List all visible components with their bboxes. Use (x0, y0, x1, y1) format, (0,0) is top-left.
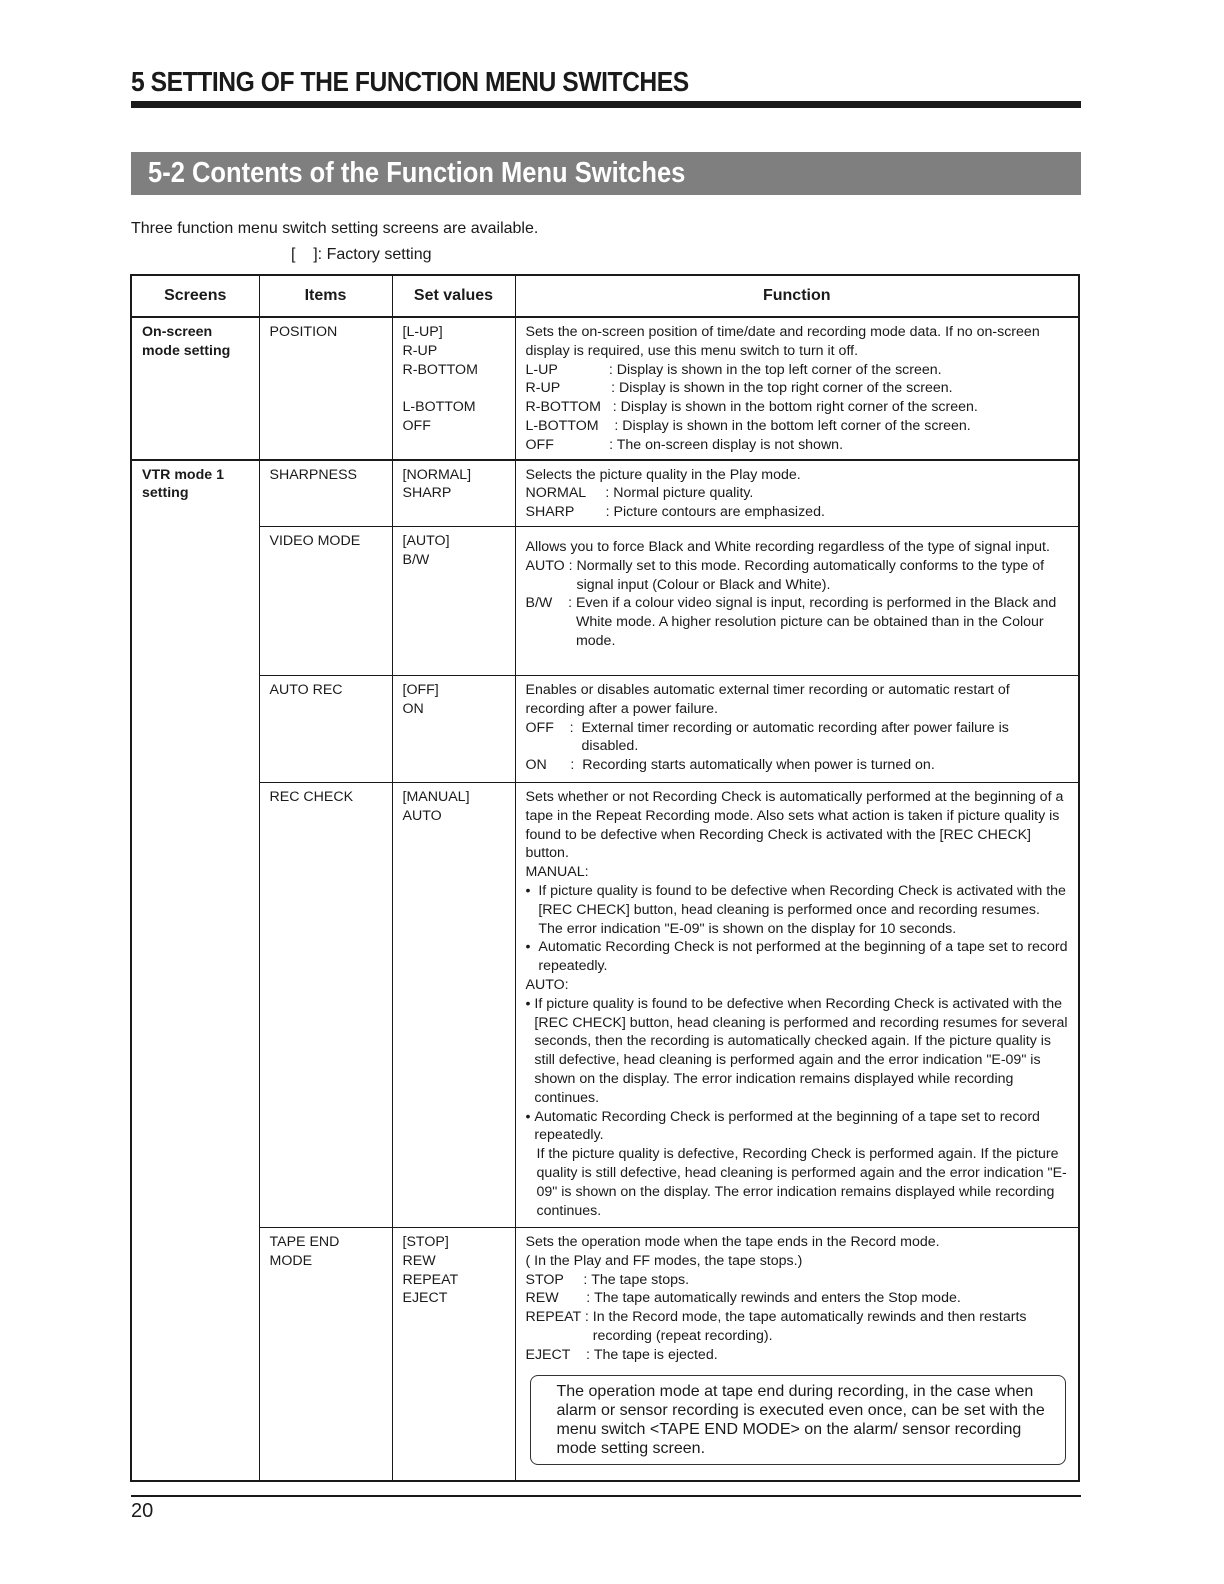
item-cell: POSITION (259, 317, 392, 460)
section-heading-bar (131, 152, 1081, 195)
header-set-values: Set values (392, 275, 515, 317)
item-cell: TAPE END MODE (259, 1227, 392, 1481)
chapter-title: 5 SETTING OF THE FUNCTION MENU SWITCHES (131, 66, 689, 97)
table-row (131, 317, 1079, 460)
item-cell: VIDEO MODE (259, 526, 392, 675)
intro-text: Three function menu switch setting screens are available. (131, 220, 539, 237)
header-function: Function (515, 275, 1079, 317)
table-row (131, 526, 1079, 675)
table-row (131, 675, 1079, 782)
values-cell: [STOP] REW REPEAT EJECT (392, 1227, 515, 1481)
values-cell: [OFF] ON (392, 675, 515, 782)
function-cell: Selects the picture quality in the Play mode. NORMAL : Normal picture quality. SHARP : Picture contours are emphasized. (515, 460, 1079, 527)
section-title: 5-2 Contents of the Function Menu Switches (148, 157, 686, 189)
table-header-row (131, 275, 1079, 317)
header-items: Items (259, 275, 392, 317)
function-intro: Sets the on-screen position of time/date and recording mode data. If no on-screen display is required, use this menu switch to turn it off. (525, 324, 1040, 359)
table-row (131, 782, 1079, 1227)
function-menu-table (130, 274, 1080, 1482)
screen-cell: On-screen mode setting (131, 317, 259, 460)
screen-cell: VTR mode 1 setting (131, 460, 259, 1482)
values-cell: [L-UP] R-UP R-BOTTOM L-BOTTOM OFF (392, 317, 515, 460)
values-cell: [NORMAL] SHARP (392, 460, 515, 527)
item-cell: AUTO REC (259, 675, 392, 782)
item-cell: REC CHECK (259, 782, 392, 1227)
header-screens: Screens (131, 275, 259, 317)
table-row (131, 1227, 1079, 1481)
values-cell: [MANUAL] AUTO (392, 782, 515, 1227)
tape-end-note-box: The operation mode at tape end during recording, in the case when alarm or sensor recording is executed even once, can be set with the menu switch <TAPE END MODE> on the alarm/ sensor recording mode setting screen. (530, 1375, 1067, 1465)
factory-setting-note: [ ]: Factory setting (291, 246, 432, 263)
chapter-rule (131, 101, 1081, 108)
page-number: 20 (131, 1500, 154, 1522)
item-cell: SHARPNESS (259, 460, 392, 527)
function-cell: Sets the operation mode when the tape ends in the Record mode. ( In the Play and FF modes, the tape stops.) STOP : The tape stops. REW : The tape automatically rewinds and enters the Stop mode. REPEAT : In the Record mode, the tape automatically rewinds and then restarts recording (repeat recording). EJECT : The tape is ejected. The operation mode at tape end during recording, in the case when alarm or sensor recording is executed even once, can be set with the menu switch <TAPE END MODE> on the alarm/ sensor recording mode setting screen. (515, 1227, 1079, 1481)
values-cell: [AUTO] B/W (392, 526, 515, 675)
function-cell: Allows you to force Black and White recording regardless of the type of signal input. AUTO : Normally set to this mode. Recording automatically conforms to the type of signal input (Colour or Black and White). B/W : Even if a colour video signal is input, recording is performed in the Black and White mode. A higher resolution picture can be obtained than in the Colour mode. (515, 526, 1079, 675)
function-cell: Sets whether or not Recording Check is automatically performed at the beginning of a tape in the Repeat Recording mode. Also sets what action is taken if picture quality is found to be defective when Recording Check is activated with the [REC CHECK] button. MANUAL: • If picture quality is found to be defective when Recording Check is activated with the [REC CHECK] button, head cleaning is performed once and recording resumes. The error indication "E-09" is shown on the display for 10 seconds. • Automatic Recording Check is not performed at the beginning of a tape set to record repeatedly. AUTO: • If picture quality is found to be defective when Recording Check is activated with the [REC CHECK] button, head cleaning is performed and recording resumes for several seconds, then the recording is automatically checked again. If the picture quality is still defective, head cleaning is performed again and the error indication "E-09" is shown on the display. The error indication remains displayed while recording continues. • Automatic Recording Check is performed at the beginning of a tape set to record repeatedly. If the picture quality is defective, Recording Check is performed again. If the picture quality is still defective, head cleaning is performed again and the error indication "E-09" is shown on the display. The error indication remains displayed while recording continues. (515, 782, 1079, 1227)
table-row (131, 460, 1079, 527)
function-cell: Sets the on-screen position of time/date and recording mode data. If no on-screen display is required, use this menu switch to turn it off. L-UP : Display is shown in the top left corner of the screen. R-UP : Display is shown in the top right corner of the screen. R-BOTTOM : Display is shown in the bottom right corner of the screen. L-BOTTOM : Display is shown in the bottom left corner of the screen. OFF : The on-screen display is not shown. (515, 317, 1079, 460)
footer-rule (131, 1495, 1081, 1497)
function-cell: Enables or disables automatic external timer recording or automatic restart of recording after a power failure. OFF : External timer recording or automatic recording after power failure is disabled. ON : Recording starts automatically when power is turned on. (515, 675, 1079, 782)
